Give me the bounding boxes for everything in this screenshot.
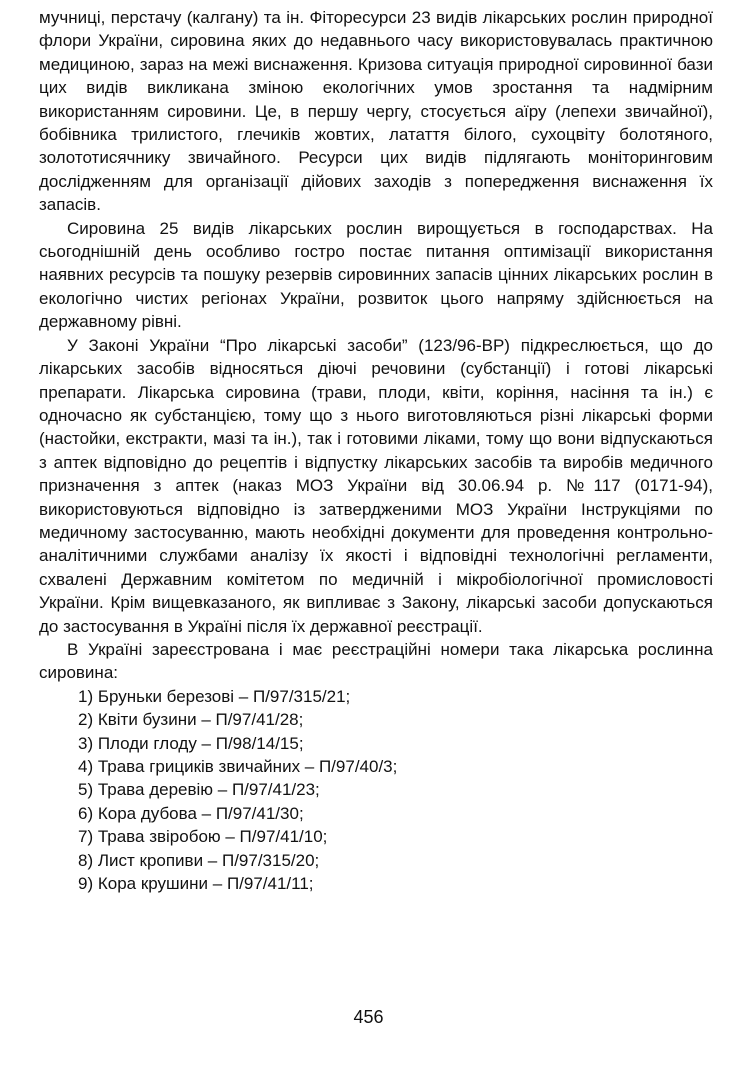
list-item: 2) Квіти бузини – П/97/41/28; [78,710,304,730]
list-item: 6) Кора дубова – П/97/41/30; [78,803,304,823]
text-block [39,6,713,895]
paragraph-continuation: мучниці, перстачу (калгану) та ін. Фіторесурси 23 видів лікарських рослин природної флори України, сировина яких до недавнього часу використовувалась практичною медициною, зараз на межі виснаження. Кризова ситуація природної сировинної бази цих видів викликана зміною екологічних умов зростання та надмірним використанням сировини. Це, в першу чергу, стосується аїру (лепехи звичайної), бобівника трилистого, глечиків жовтих, латаття білого, сухоцвіту болотяного, золототисячнику звичайного. Ресурси цих видів підлягають моніторинговим дослідженням для організації дійових заходів з попередження виснаження їх запасів. [39,8,713,215]
list-item: 3) Плоди глоду – П/98/14/15; [78,733,304,753]
list-item: 7) Трава звіробою – П/97/41/10; [78,827,328,847]
page-number: 456 [353,1007,384,1027]
paragraph-cultivation: Сировина 25 видів лікарських рослин вирощується в господарствах. На сьогоднішній день особливо гостро постає питання оптимізації використання наявних ресурсів та пошуку резервів сировинних запасів цінних лікарських рослин в екологічно чистих регіонах України, розвиток цього напряму здійснюється на державному рівні. [39,218,713,332]
list-item: 1) Бруньки березові – П/97/315/21; [78,686,351,706]
list-item: 8) Лист кропиви – П/97/315/20; [78,850,320,870]
paragraph-law: У Законі України “Про лікарські засоби” (123/96-ВР) підкреслюється, що до лікарських засобів відносяться діючі речовини (субстанції) і готові лікарські препарати. Лікарська сировина (трави, плоди, квіти, коріння, насіння та ін.) є одночасно як субстанцією, тому що з нього виготовляються різні лікарські форми (настойки, екстракти, мазі та ін.), так і готовими ліками, тому що вони відпускаються з аптек відповідно до рецептів і відпустку лікарських засобів та виробів медичного призначення з аптек (наказ МОЗ України від 30.06.94 р. №117 (0171-94), використовуються відповідно із затвердженими МОЗ України Інструкціями по медичному застосуванню, мають необхідні документи для проведення контрольно-аналітичними службами аналізу їх якості і відповідні технологічні регламенти, схвалені Державним комітетом по медичній і мікробіологічної промисловості України. Крім вищевказаного, як випливає з Закону, лікарські засоби допускаються до застосування в Україні після їх державної реєстрації. [39,335,713,636]
paragraph-registration: В Україні зареєстрована і має реєстраційні номери така лікарська рослинна сировина: [39,639,713,683]
list-item: 9) Кора крушини – П/97/41/11; [78,874,314,894]
list-item: 5) Трава деревію – П/97/41/23; [78,780,320,800]
list-item: 4) Трава грициків звичайних – П/97/40/3; [78,757,398,776]
registered-raw-materials-list [39,685,713,896]
